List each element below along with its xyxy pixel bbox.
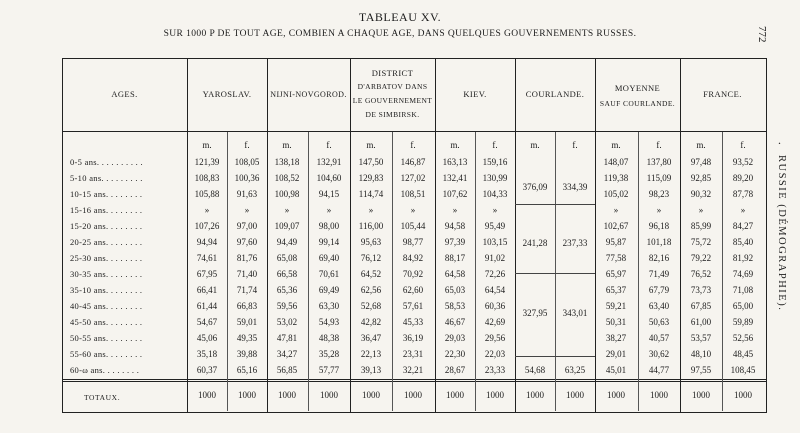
subheader-f: f. — [244, 140, 250, 150]
table-cell: » — [656, 205, 662, 215]
table-cell: 38,27 — [605, 333, 627, 343]
table-cell: 54,68 — [524, 365, 546, 375]
table-cell: 81,76 — [236, 253, 258, 263]
table-cell: 52,56 — [732, 333, 754, 343]
side-mark: . — [778, 133, 781, 147]
table-cell: » — [613, 205, 619, 215]
subheader-f: f. — [572, 140, 578, 150]
table-cell: 22,13 — [360, 349, 382, 359]
table-cell: 59,89 — [732, 317, 754, 327]
header-courlande: COURLANDE. — [525, 89, 585, 99]
header-france: FRANCE. — [703, 89, 742, 99]
page-number: 772 — [756, 26, 768, 43]
table-cell: 159,16 — [482, 157, 508, 167]
table-cell: 115,09 — [646, 173, 672, 183]
table-cell: 107,62 — [442, 189, 468, 199]
table-cell: 73,73 — [690, 285, 712, 295]
table-cell: 108,45 — [730, 365, 756, 375]
table-cell: 137,80 — [646, 157, 672, 167]
table-cell: » — [204, 205, 210, 215]
table-cell: 63,25 — [564, 365, 586, 375]
table-cell: 97,00 — [236, 221, 258, 231]
table-cell: 42,69 — [484, 317, 506, 327]
table-cell: 66,83 — [236, 301, 258, 311]
table-cell: 65,97 — [605, 269, 627, 279]
courlande-block-rule — [515, 204, 595, 205]
table-cell: 60,36 — [484, 301, 506, 311]
table-cell: 53,57 — [690, 333, 712, 343]
table-cell: 60,37 — [196, 365, 218, 375]
courlande-merged-f: 343,01 — [562, 308, 588, 318]
table-cell: 71,49 — [648, 269, 670, 279]
table-cell: 148,07 — [603, 157, 629, 167]
table-cell: 35,28 — [318, 349, 340, 359]
table-cell: 30,62 — [648, 349, 670, 359]
header-rule — [62, 131, 766, 132]
table-cell: » — [284, 205, 290, 215]
table-cell: 97,39 — [444, 237, 466, 247]
table-cell: 77,58 — [605, 253, 627, 263]
age-label: 15-20 ans. . . . . . . . — [70, 221, 143, 231]
table-cell: 132,91 — [316, 157, 342, 167]
table-cell: 84,27 — [732, 221, 754, 231]
header-district-arbatov — [350, 66, 435, 122]
table-cell: 61,44 — [196, 301, 218, 311]
header-kiev: KIEV. — [463, 89, 487, 99]
table-cell: 28,67 — [444, 365, 466, 375]
table-cell: 94,94 — [196, 237, 218, 247]
table-cell: 105,02 — [603, 189, 629, 199]
courlande-merged-f: 237,33 — [562, 238, 588, 248]
table-cell: 65,37 — [605, 285, 627, 295]
table-cell: 96,18 — [648, 221, 670, 231]
table-cell: 29,03 — [444, 333, 466, 343]
courlande-block-rule — [515, 356, 595, 357]
table-cell: » — [698, 205, 704, 215]
table-cell: 63,40 — [648, 301, 670, 311]
table-cell: 116,00 — [358, 221, 384, 231]
header-moyenne-line: MOYENNE — [614, 83, 661, 93]
table-cell: 95,49 — [484, 221, 506, 231]
totals-cell: 1000 — [278, 390, 296, 400]
age-label: 0-5 ans. . . . . . . . . . — [70, 157, 143, 167]
subheader-m: m. — [450, 140, 460, 150]
table-cell: 76,52 — [690, 269, 712, 279]
subheader-f: f. — [740, 140, 746, 150]
table-cell: 48,10 — [690, 349, 712, 359]
table-cell: 65,00 — [732, 301, 754, 311]
table-cell: 71,74 — [236, 285, 258, 295]
table-cell: 87,78 — [732, 189, 754, 199]
table-cell: 67,79 — [648, 285, 670, 295]
table-cell: 130,99 — [482, 173, 508, 183]
table-subtitle: SUR 1000 P DE TOUT AGE, COMBIEN A CHAQUE AGE, DANS QUELQUES GOUVERNEMENTS RUSSES. — [163, 29, 637, 39]
table-cell: 85,99 — [690, 221, 712, 231]
table-cell: 22,03 — [484, 349, 506, 359]
column-divider — [187, 58, 188, 413]
table-cell: 147,50 — [358, 157, 384, 167]
table-cell: 65,16 — [236, 365, 258, 375]
table-cell: 29,56 — [484, 333, 506, 343]
age-label: 25-30 ans. . . . . . . . — [70, 253, 143, 263]
table-cell: 45,06 — [196, 333, 218, 343]
table-cell: 67,95 — [196, 269, 218, 279]
table-cell: 89,20 — [732, 173, 754, 183]
table-cell: 108,05 — [234, 157, 260, 167]
table-cell: 108,51 — [400, 189, 426, 199]
courlande-block-rule — [515, 273, 595, 274]
table-cell: 71,40 — [236, 269, 258, 279]
age-label: 50-55 ans. . . . . . . . — [70, 333, 143, 343]
table-cell: 93,52 — [732, 157, 754, 167]
table-cell: 100,98 — [274, 189, 300, 199]
table-cell: 65,08 — [276, 253, 298, 263]
table-cell: 36,19 — [402, 333, 424, 343]
table-cell: 22,30 — [444, 349, 466, 359]
table-cell: 69,49 — [318, 285, 340, 295]
age-label: 15-16 ans. . . . . . . . — [70, 205, 143, 215]
courlande-merged-m: 327,95 — [522, 308, 548, 318]
table-cell: 52,68 — [360, 301, 382, 311]
table-cell: 132,41 — [442, 173, 468, 183]
table-cell: 90,32 — [690, 189, 712, 199]
table-cell: » — [326, 205, 332, 215]
table-cell: 105,44 — [400, 221, 426, 231]
table-cell: 100,36 — [234, 173, 260, 183]
table-cell: 103,15 — [482, 237, 508, 247]
table-cell: 56,85 — [276, 365, 298, 375]
table-cell: » — [452, 205, 458, 215]
table-cell: 46,67 — [444, 317, 466, 327]
table-cell: 81,92 — [732, 253, 754, 263]
table-cell: 92,85 — [690, 173, 712, 183]
table-cell: 94,49 — [276, 237, 298, 247]
table-cell: 49,35 — [236, 333, 258, 343]
table-cell: 107,26 — [194, 221, 220, 231]
table-cell: 99,14 — [318, 237, 340, 247]
table-cell: 57,77 — [318, 365, 340, 375]
header-ages: AGES. — [111, 89, 138, 99]
table-cell: 72,26 — [484, 269, 506, 279]
totals-cell: 1000 — [320, 390, 338, 400]
table-cell: 88,17 — [444, 253, 466, 263]
table-cell: 101,18 — [646, 237, 672, 247]
table-cell: 109,07 — [274, 221, 300, 231]
subheader-f: f. — [326, 140, 332, 150]
table-cell: 66,41 — [196, 285, 218, 295]
table-cell: 95,87 — [605, 237, 627, 247]
subheader-f: f. — [492, 140, 498, 150]
table-cell: 45,33 — [402, 317, 424, 327]
table-title: TABLEAU XV. — [358, 10, 442, 24]
table-cell: 91,02 — [484, 253, 506, 263]
table-cell: 59,21 — [605, 301, 627, 311]
table-cell: 64,52 — [360, 269, 382, 279]
age-label: 30-35 ans. . . . . . . . — [70, 269, 143, 279]
table-cell: » — [410, 205, 416, 215]
table-cell: 119,38 — [603, 173, 629, 183]
subheader-m: m. — [282, 140, 292, 150]
table-cell: 70,92 — [402, 269, 424, 279]
table-cell: 59,56 — [276, 301, 298, 311]
table-cell: 44,77 — [648, 365, 670, 375]
table-cell: 65,36 — [276, 285, 298, 295]
age-label: 10-15 ans. . . . . . . . — [70, 189, 143, 199]
table-cell: 129,83 — [358, 173, 384, 183]
table-cell: 50,31 — [605, 317, 627, 327]
totals-cell: 1000 — [650, 390, 668, 400]
table-cell: 94,58 — [444, 221, 466, 231]
table-cell: 47,81 — [276, 333, 298, 343]
table-cell: 36,47 — [360, 333, 382, 343]
header-district-line: DISTRICT — [371, 68, 414, 78]
totals-cell: 1000 — [734, 390, 752, 400]
table-cell: 146,87 — [400, 157, 426, 167]
table-cell: 98,00 — [318, 221, 340, 231]
table-cell: 85,40 — [732, 237, 754, 247]
table-cell: 58,53 — [444, 301, 466, 311]
age-label: 40-45 ans. . . . . . . . — [70, 301, 143, 311]
table-cell: 114,74 — [358, 189, 384, 199]
table-cell: 23,31 — [402, 349, 424, 359]
table-cell: 163,13 — [442, 157, 468, 167]
table-cell: 97,60 — [236, 237, 258, 247]
age-label: 35-10 ans. . . . . . . . — [70, 285, 143, 295]
table-cell: » — [244, 205, 250, 215]
table-cell: 102,67 — [603, 221, 629, 231]
column-divider — [515, 58, 516, 413]
subheader-m: m. — [202, 140, 212, 150]
table-cell: 62,60 — [402, 285, 424, 295]
totals-cell: 1000 — [692, 390, 710, 400]
table-cell: 59,01 — [236, 317, 258, 327]
subheader-m: m. — [530, 140, 540, 150]
totals-cell: 1000 — [362, 390, 380, 400]
age-label: 20-25 ans. . . . . . . . — [70, 237, 143, 247]
courlande-merged-f: 334,39 — [562, 182, 588, 192]
table-cell: 98,77 — [402, 237, 424, 247]
table-cell: 66,58 — [276, 269, 298, 279]
table-cell: 45,01 — [605, 365, 627, 375]
table-cell: 39,13 — [360, 365, 382, 375]
table-cell: 29,01 — [605, 349, 627, 359]
age-label: 60-ω ans. . . . . . . . — [70, 365, 140, 375]
header-nijni-novgorod: NIJNI-NOVGOROD. — [270, 90, 347, 99]
table-cell: 127,02 — [400, 173, 426, 183]
table-cell: 98,23 — [648, 189, 670, 199]
table-cell: 62,56 — [360, 285, 382, 295]
header-moyenne — [595, 80, 680, 112]
table-cell: 67,85 — [690, 301, 712, 311]
column-divider — [267, 58, 268, 413]
subheader-m: m. — [696, 140, 706, 150]
totals-cell: 1000 — [404, 390, 422, 400]
table-cell: 54,67 — [196, 317, 218, 327]
subheader-m: m. — [611, 140, 621, 150]
courlande-merged-m: 241,28 — [522, 238, 548, 248]
table-cell: 35,18 — [196, 349, 218, 359]
table-cell: 50,63 — [648, 317, 670, 327]
table-cell: 40,57 — [648, 333, 670, 343]
totals-cell: 1000 — [566, 390, 584, 400]
table-cell: 84,92 — [402, 253, 424, 263]
table-cell: 94,15 — [318, 189, 340, 199]
table-cell: 104,33 — [482, 189, 508, 199]
table-cell: 32,21 — [402, 365, 424, 375]
totals-cell: 1000 — [526, 390, 544, 400]
column-divider — [435, 58, 436, 413]
totals-cell: 1000 — [607, 390, 625, 400]
subheader-m: m. — [366, 140, 376, 150]
table-cell: 95,63 — [360, 237, 382, 247]
table-cell: » — [368, 205, 374, 215]
side-running-head: RUSSIE (DÉMOGRAPHIE). — [776, 155, 787, 312]
table-cell: 97,55 — [690, 365, 712, 375]
table-cell: 69,40 — [318, 253, 340, 263]
table-cell: 79,22 — [690, 253, 712, 263]
age-label: 55-60 ans. . . . . . . . — [70, 349, 143, 359]
age-label: 45-50 ans. . . . . . . . — [70, 317, 143, 327]
totals-cell: 1000 — [198, 390, 216, 400]
table-cell: 64,58 — [444, 269, 466, 279]
table-cell: 48,45 — [732, 349, 754, 359]
table-cell: 76,12 — [360, 253, 382, 263]
table-cell: 74,61 — [196, 253, 218, 263]
totals-cell: 1000 — [446, 390, 464, 400]
header-yaroslav: YAROSLAV. — [202, 89, 252, 99]
totals-label: TOTAUX. — [84, 393, 121, 402]
table-cell: 105,88 — [194, 189, 220, 199]
table-cell: 91,63 — [236, 189, 258, 199]
table-cell: 121,39 — [194, 157, 220, 167]
table-cell: 63,30 — [318, 301, 340, 311]
table-cell: 108,83 — [194, 173, 220, 183]
table-cell: 48,38 — [318, 333, 340, 343]
header-moyenne-line: SAUF COURLANDE. — [599, 99, 676, 108]
table-cell: 23,33 — [484, 365, 506, 375]
table-cell: 71,08 — [732, 285, 754, 295]
age-label: 5-10 ans. . . . . . . . . — [70, 173, 143, 183]
table-cell: 138,18 — [274, 157, 300, 167]
table-cell: 39,88 — [236, 349, 258, 359]
table-cell: 61,00 — [690, 317, 712, 327]
table-cell: 74,69 — [732, 269, 754, 279]
table-cell: 104,60 — [316, 173, 342, 183]
totals-cell: 1000 — [238, 390, 256, 400]
totals-rule — [62, 379, 766, 382]
table-cell: 65,03 — [444, 285, 466, 295]
table-cell: 70,61 — [318, 269, 340, 279]
subheader-f: f. — [656, 140, 662, 150]
totals-cell: 1000 — [486, 390, 504, 400]
table-cell: 57,61 — [402, 301, 424, 311]
table-cell: 54,93 — [318, 317, 340, 327]
table-cell: 53,02 — [276, 317, 298, 327]
table-cell: 82,16 — [648, 253, 670, 263]
subheader-f: f. — [410, 140, 416, 150]
table-cell: » — [492, 205, 498, 215]
header-district-line: D'ARBATOV DANS — [357, 82, 428, 91]
table-cell: 42,82 — [360, 317, 382, 327]
table-cell: » — [740, 205, 746, 215]
header-district-line: LE GOUVERNEMENT — [352, 96, 433, 105]
table-cell: 34,27 — [276, 349, 298, 359]
column-divider — [680, 58, 681, 413]
table-cell: 97,48 — [690, 157, 712, 167]
table-cell: 75,72 — [690, 237, 712, 247]
table-cell: 64,54 — [484, 285, 506, 295]
header-district-line: DE SIMBIRSK. — [365, 110, 420, 119]
courlande-merged-m: 376,09 — [522, 182, 548, 192]
table-cell: 108,52 — [274, 173, 300, 183]
